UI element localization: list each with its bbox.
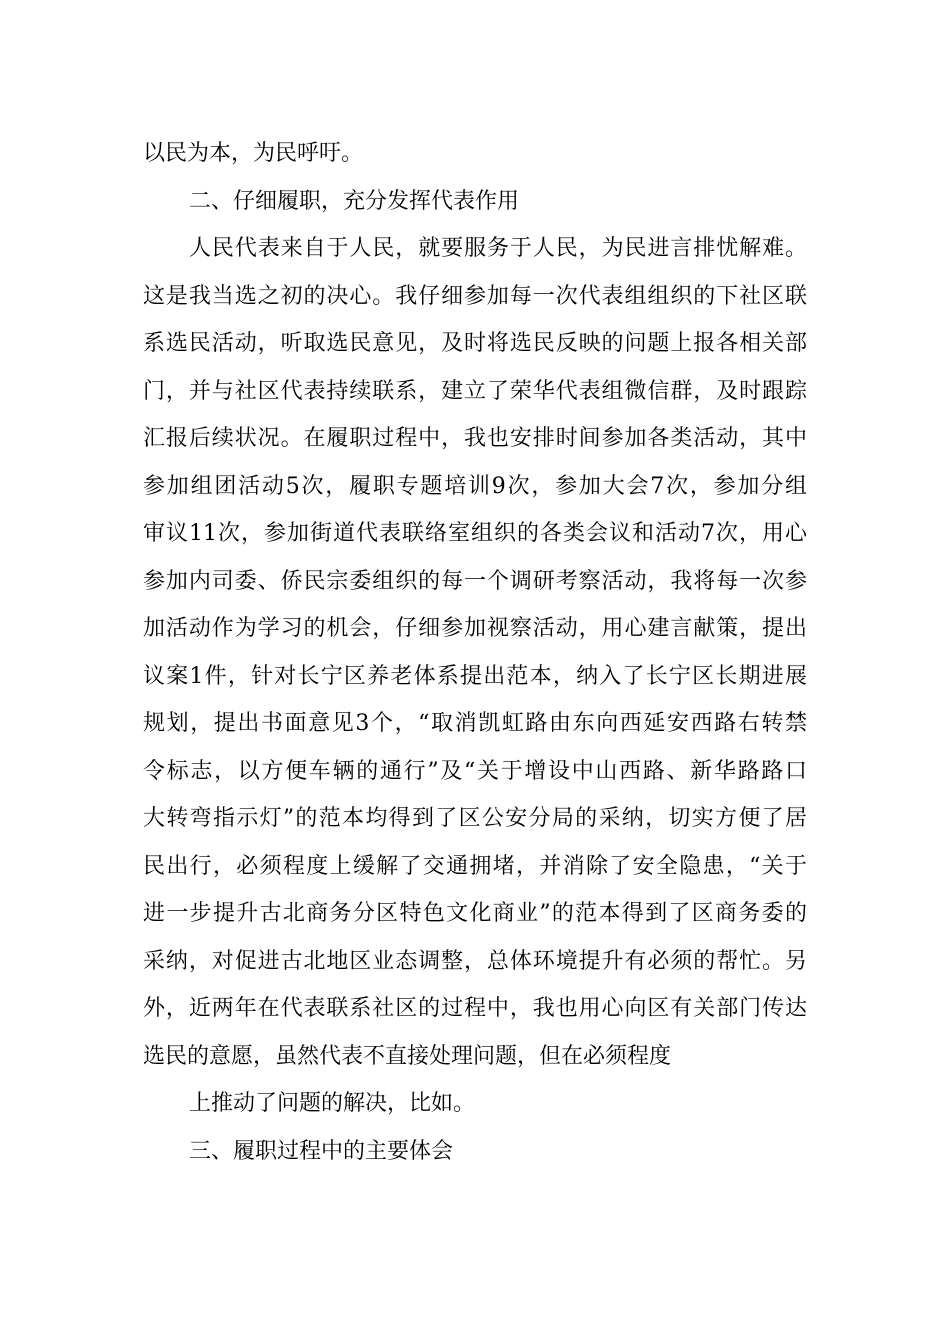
paragraph-line: 采纳，对促进古北地区业态调整，总体环境提升有必须的帮忙。另 xyxy=(143,948,807,974)
paragraph-line: 汇报后续状况。在履职过程中，我也安排时间参加各类活动，其中 xyxy=(143,426,807,451)
paragraph-line: 这是我当选之初的决心。我仔细参加每一次代表组组织的下社区联 xyxy=(143,283,807,309)
paragraph-line: 大转弯指示灯”的范本均得到了区公安分局的采纳，切实方便了居 xyxy=(143,806,807,831)
section-heading: 三、履职过程中的主要体会 xyxy=(189,1138,454,1164)
paragraph-line: 参加组团活动5次，履职专题培训9次，参加大会7次，参加分组 xyxy=(143,473,807,499)
paragraph-line: 人民代表来自于人民，就要服务于人民，为民进言排忧解难。 xyxy=(189,236,807,261)
paragraph-line: 令标志，以方便车辆的通行”及“关于增设中山西路、新华路路口 xyxy=(143,758,807,784)
section-heading: 二、仔细履职，充分发挥代表作用 xyxy=(189,188,520,214)
paragraph-line: 议案1件，针对长宁区养老体系提出范本，纳入了长宁区长期进展 xyxy=(143,663,807,689)
paragraph-line: 审议11次，参加街道代表联络室组织的各类会议和活动7次，用心 xyxy=(143,521,807,546)
paragraph-line: 民出行，必须程度上缓解了交通拥堵，并消除了安全隐患，“关于 xyxy=(143,853,807,879)
paragraph-line: 进一步提升古北商务分区特色文化商业”的范本得到了区商务委的 xyxy=(143,901,807,926)
paragraph-line: 以民为本，为民呼吁。 xyxy=(143,141,364,166)
paragraph-line: 门，并与社区代表持续联系，建立了荣华代表组微信群，及时跟踪 xyxy=(143,378,807,404)
paragraph-line: 规划，提出书面意见3个，“取消凯虹路由东向西延安西路右转禁 xyxy=(143,711,807,736)
paragraph-line: 选民的意愿，虽然代表不直接处理问题，但在必须程度 xyxy=(143,1043,672,1069)
document-body xyxy=(143,130,807,1175)
paragraph-line: 加活动作为学习的机会，仔细参加视察活动，用心建言献策，提出 xyxy=(143,616,807,641)
paragraph-line: 上推动了问题的解决，比如。 xyxy=(189,1091,476,1116)
paragraph-line: 系选民活动，听取选民意见，及时将选民反映的问题上报各相关部 xyxy=(143,331,807,356)
paragraph-line: 外，近两年在代表联系社区的过程中，我也用心向区有关部门传达 xyxy=(143,996,807,1021)
paragraph-line: 参加内司委、侨民宗委组织的每一个调研考察活动，我将每一次参 xyxy=(143,568,807,594)
